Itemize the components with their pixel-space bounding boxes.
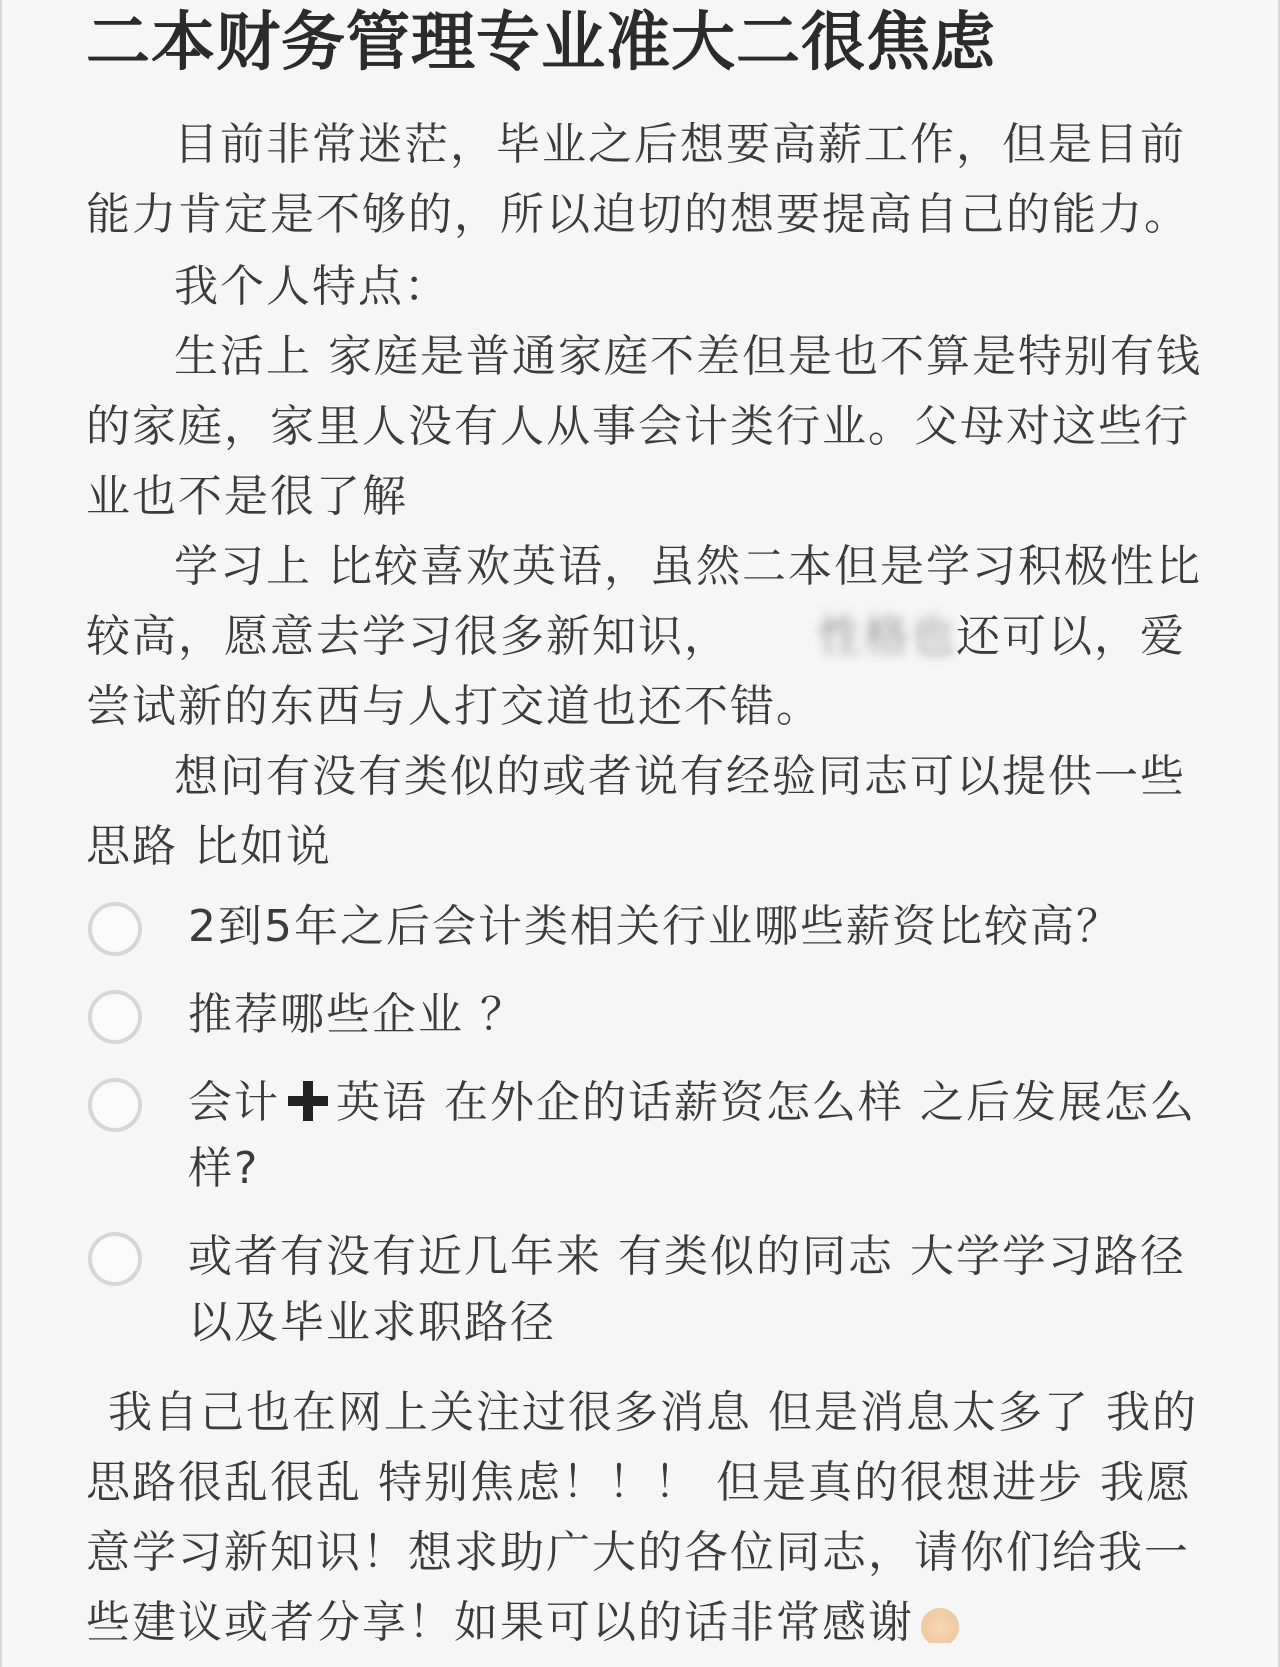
traits-heading: 我个人特点： (174, 261, 450, 312)
checkbox-circle-icon[interactable] (88, 1232, 142, 1286)
checklist-item-label: 或者有没有近几年来 有类似的同志 大学学习路径以及毕业求职路径 (188, 1231, 1186, 1348)
checklist-item-label-after: 英语 在外企的话薪资怎么样 之后发展怎么样? (188, 1077, 1196, 1194)
intro-paragraph: 目前非常迷茫，毕业之后想要高薪工作，但是目前能力肯定是不够的，所以迫切的想要提高自己的能力。 (86, 119, 1190, 240)
checkbox-circle-icon[interactable] (88, 902, 142, 956)
checklist-item-label-before: 会计 (188, 1077, 280, 1128)
checklist-item-path (86, 1224, 1204, 1356)
life-paragraph: 生活上 家庭是普通家庭不差但是也不算是特别有钱的家庭，家里人没有人从事会计类行业。父母对这些行业也不是很了解 (86, 331, 1202, 522)
question-checklist (86, 894, 1204, 1356)
checklist-item-label: 2到5年之后会计类相关行业哪些薪资比较高？ (188, 901, 1122, 952)
study-paragraph (86, 532, 1204, 742)
plus-icon (288, 1081, 328, 1121)
checklist-item-salary (86, 894, 1204, 960)
checklist-item-foreign-company (86, 1070, 1204, 1202)
study-text-before: 学习上 比较喜欢英语，虽然二本但是学习积极性比较高，愿意去学习很多新知识， (86, 541, 1202, 662)
closing-text: 我自己也在网上关注过很多消息 但是消息太多了 我的思路很乱很乱 特别焦虑！！！ 但是真的很想进步 我愿意学习新知识！想求助广大的各位同志，请你们给我一些建议或者分享！如果可以的话非常感谢 (86, 1387, 1198, 1648)
checkbox-circle-icon[interactable] (88, 1078, 142, 1132)
checkbox-circle-icon[interactable] (88, 990, 142, 1044)
note-title: 二本财务管理专业准大二很焦虑 (86, 6, 996, 80)
study-text-after: 还可以，爱尝试新的东西与人打交道也还不错。 (86, 611, 1186, 732)
folded-hands-icon (920, 1603, 960, 1643)
closing-paragraph (86, 1378, 1204, 1658)
note-body (86, 0, 1204, 1658)
checklist-item-companies (86, 982, 1204, 1048)
question-paragraph: 想问有没有类似的或者说有经验同志可以提供一些思路 比如说 (86, 751, 1186, 872)
checklist-item-label: 推荐哪些企业 ？ (188, 989, 526, 1040)
blurred-text: 性格也 (818, 611, 956, 662)
